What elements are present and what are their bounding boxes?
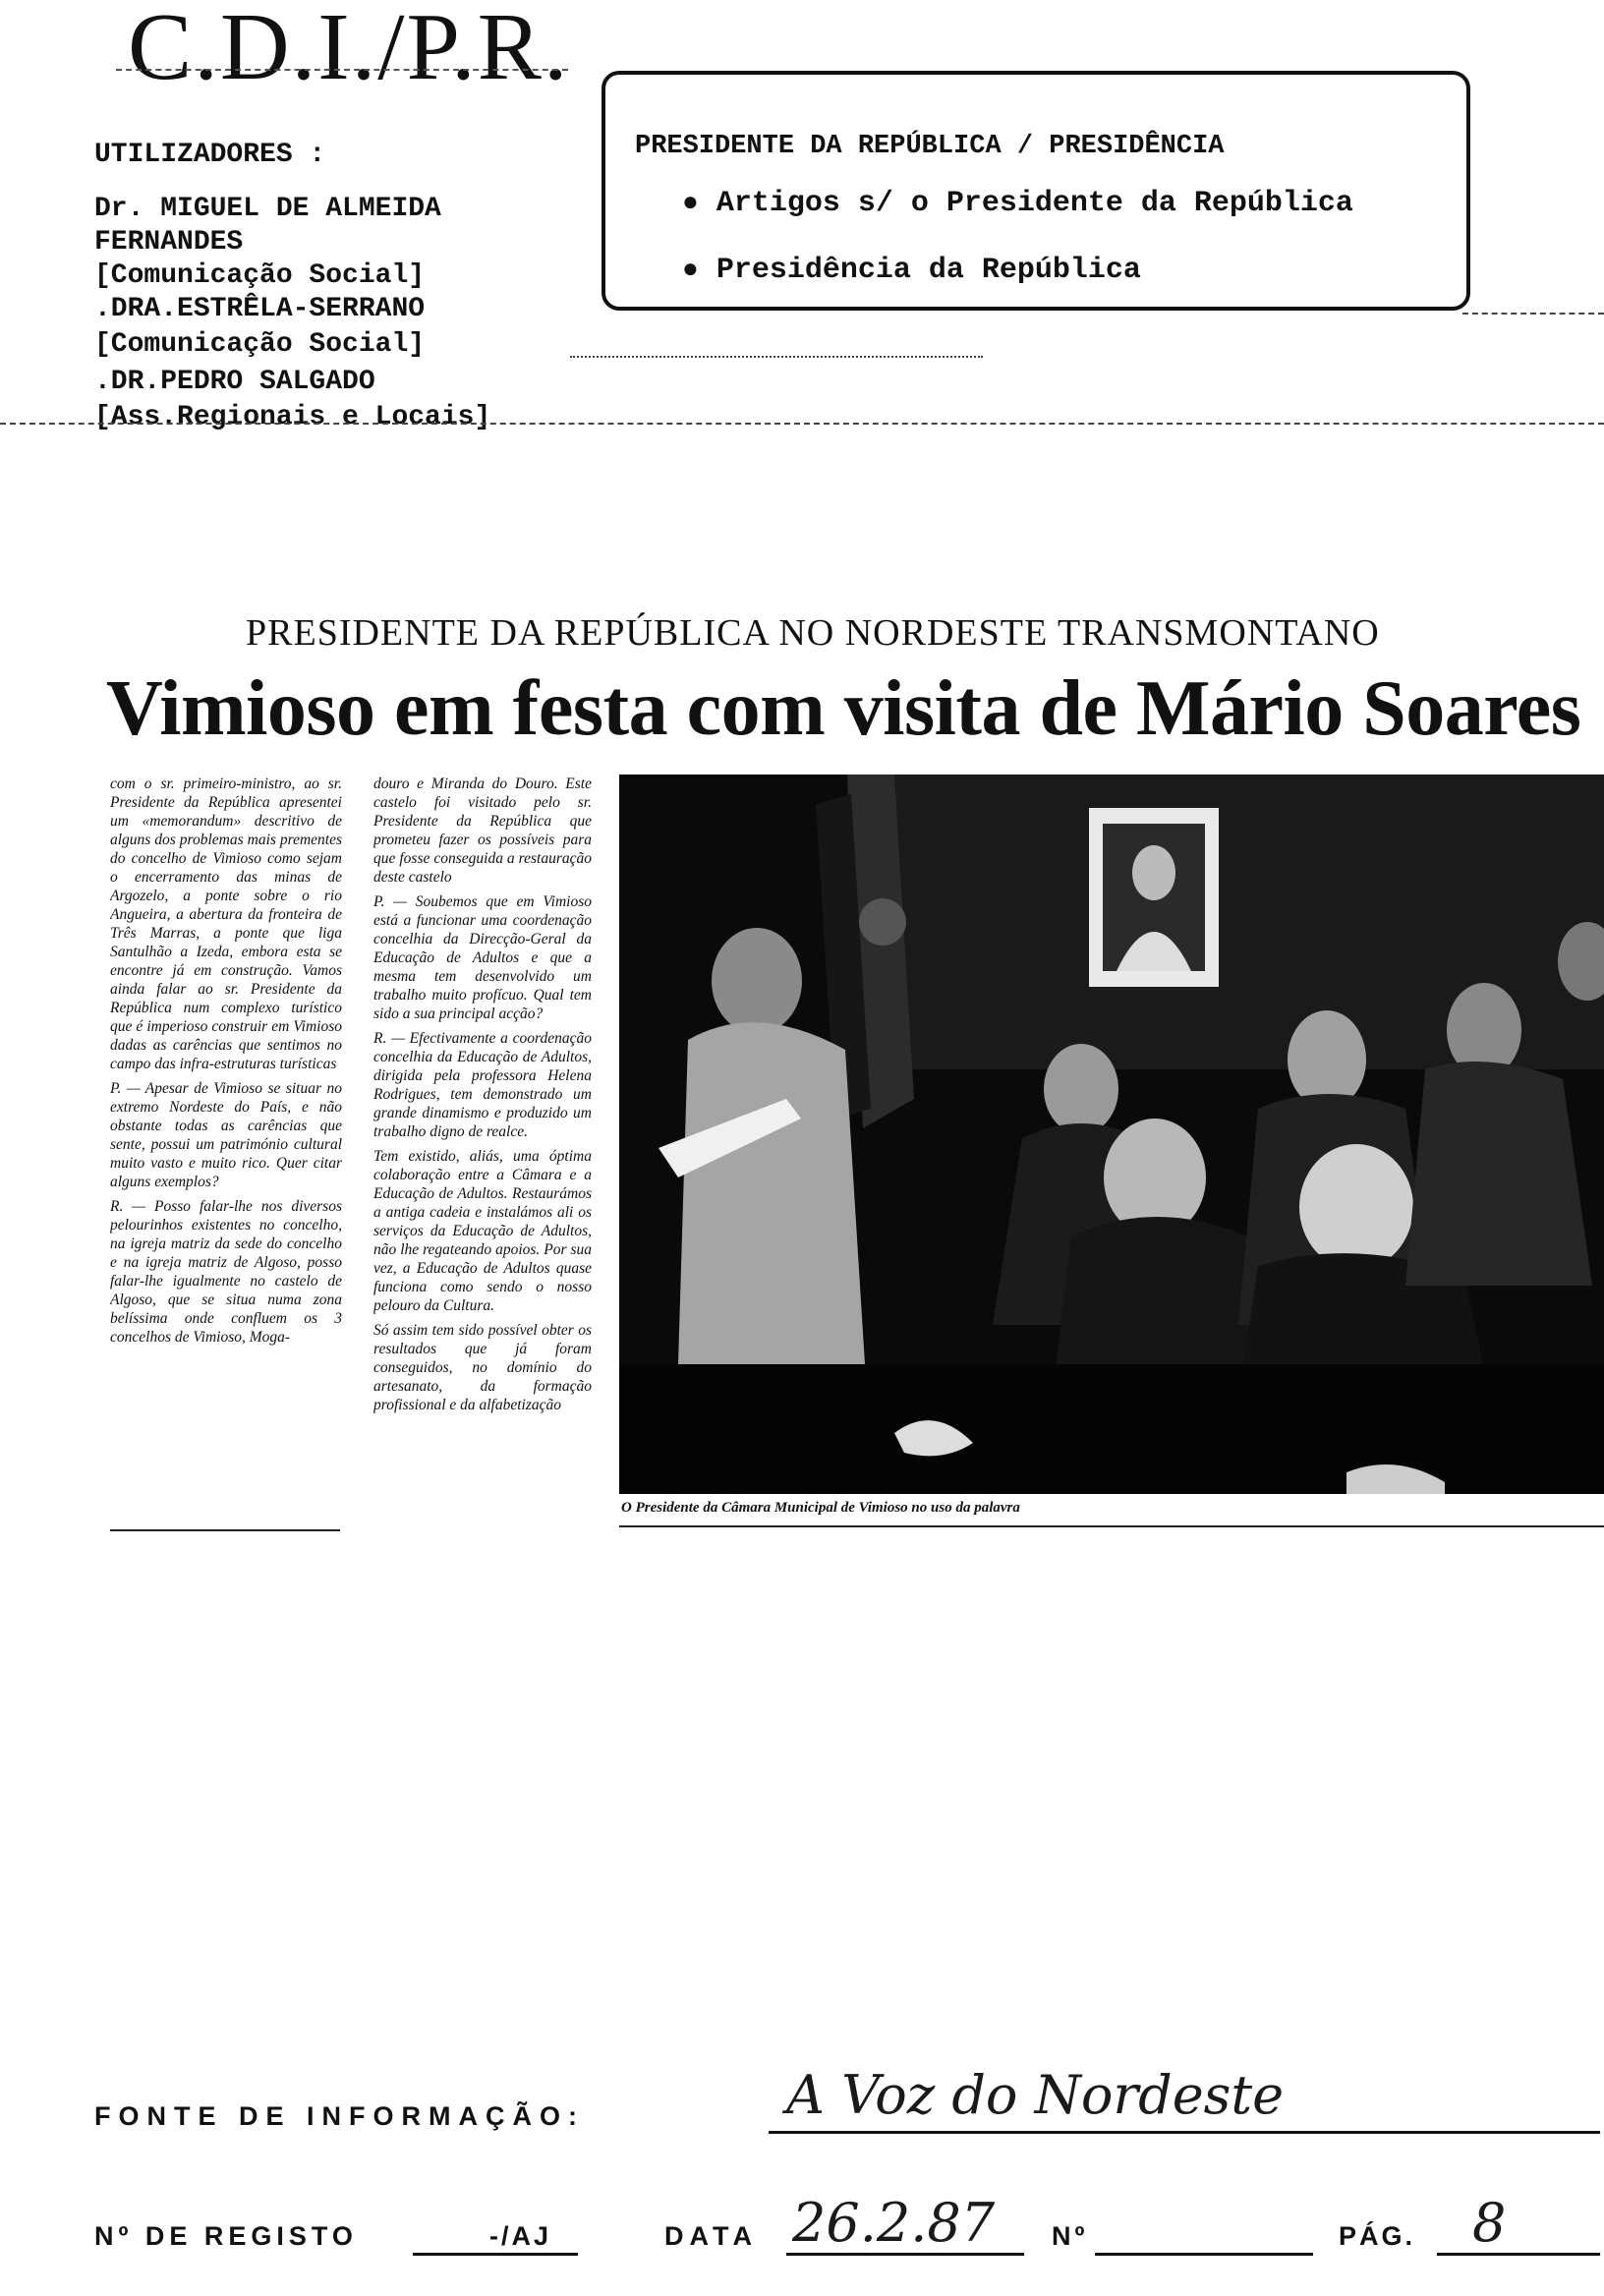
article-column-2 — [373, 775, 592, 1531]
article-photo — [619, 775, 1604, 1494]
paragraph: douro e Miranda do Douro. Este castelo foi visitado pelo sr. Presidente da República que prometeu fazer os possíveis para que fosse conseguida a restauração deste castelo — [373, 775, 592, 886]
registo-label: Nº DE REGISTO — [94, 2221, 358, 2251]
topic-item-label: Artigos s/ o Presidente da República — [716, 187, 1353, 220]
users-title: UTILIZADORES : — [94, 140, 326, 170]
fonte-value: A Voz do Nordeste — [786, 2064, 1285, 2126]
topic-item-label: Presidência da República — [716, 254, 1141, 287]
bullet-icon: ● — [682, 256, 699, 286]
article-kicker: PRESIDENTE DA REPÚBLICA NO NORDESTE TRANSMONTANO — [246, 612, 1380, 654]
header-divider — [0, 423, 1604, 425]
user-line: Dr. MIGUEL DE ALMEIDA — [94, 194, 441, 224]
pag-label: PÁG. — [1339, 2221, 1416, 2251]
photo-caption: O Presidente da Câmara Municipal de Vimioso no uso da palavra — [621, 1500, 1020, 1516]
user-line: .DR.PEDRO SALGADO — [94, 367, 375, 397]
fonte-line — [769, 2131, 1600, 2134]
fonte-label: FONTE DE INFORMAÇÃO: — [94, 2101, 585, 2131]
column-end-rule — [110, 1529, 340, 1531]
article-headline: Vimioso em festa com visita de Mário Soares — [106, 665, 1581, 752]
article-column-1 — [110, 775, 342, 1531]
topic-title: PRESIDENTE DA REPÚBLICA / PRESIDÊNCIA — [635, 132, 1225, 161]
cdi-logo: C.D.I./P.R. — [128, 0, 570, 100]
data-line — [786, 2253, 1024, 2256]
num-line — [1095, 2253, 1313, 2256]
paragraph: P. — Apesar de Vimioso se situar no extremo Nordeste do País, e não obstante todas as carências que sente, possui um património cultural muito vasto e muito rico. Quer citar alguns exemplos? — [110, 1080, 342, 1190]
header-divider-dots — [570, 356, 983, 358]
user-line: .DRA.ESTRÊLA-SERRANO — [94, 294, 426, 324]
pag-line — [1437, 2253, 1600, 2256]
paragraph: R. — Efectivamente a coordenação concelhia da Educação de Adultos, dirigida pela professora Helena Rodrigues, tem demonstrado um grande dinamismo e produzido um trabalho digno de realce. — [373, 1030, 592, 1140]
box-rule — [1462, 313, 1604, 315]
topic-item — [682, 254, 1141, 287]
pag-value: 8 — [1472, 2192, 1507, 2254]
logo-underline — [116, 69, 568, 71]
user-line: [Comunicação Social] — [94, 329, 426, 360]
paragraph: R. — Posso falar-lhe nos diversos pelourinhos existentes no concelho, na igreja matriz da sede do concelho e na igreja matriz de Algoso, posso falar-lhe igualmente no castelo de Algoso, que se situa numa zona belíssima onde confluem os 3 concelhos de Vimioso, Moga- — [110, 1198, 342, 1346]
paragraph: Só assim tem sido possível obter os resultados que já foram conseguidos, no domínio do artesanato, da formação profissional e da alfabetização — [373, 1322, 592, 1413]
user-line: FERNANDES — [94, 227, 244, 258]
num-label: Nº — [1052, 2221, 1089, 2251]
topic-item — [682, 187, 1353, 220]
bullet-icon: ● — [682, 189, 699, 219]
paragraph: P. — Soubemos que em Vimioso está a funcionar uma coordenação concelhia da Direcção-Geral da Educação de Adultos e que a mesma tem desenvolvido um trabalho muito profícuo. Qual tem sido a sua principal acção? — [373, 893, 592, 1022]
registo-value: -/AJ — [489, 2221, 552, 2251]
user-line: [Comunicação Social] — [94, 260, 426, 291]
caption-rule — [619, 1525, 1604, 1527]
paragraph: Tem existido, aliás, uma óptima colaboração entre a Câmara e a Educação de Adultos. Restaurámos a antiga cadeia e instalámos ali os serviços da Educação de Adultos, não lhe regateando apoios. Por sua vez, a Educação de Adultos quase funciona como sendo o nosso pelouro da Cultura. — [373, 1148, 592, 1314]
data-label: DATA — [664, 2221, 758, 2251]
registo-line — [413, 2253, 578, 2256]
data-value: 26.2.87 — [792, 2192, 996, 2254]
paragraph: com o sr. primeiro-ministro, ao sr. Presidente da República apresentei um «memorandum» descritivo de alguns dos problemas mais prementes do concelho de Vimioso como sejam o encerramento das minas de Argozelo, a ponte sobre o rio Angueira, a abertura da fronteira de Três Marras, a ponte que liga Santulhão a Izeda, embora esta se encontre já em construção. Vamos ainda falar ao sr. Presidente da República num complexo turístico que é imperioso construir em Vimioso dadas as carências que sentimos no campo das infra-estruturas turísticas — [110, 775, 342, 1072]
photo-graphic — [619, 775, 1604, 1494]
user-line: [Ass.Regionais e Locais] — [94, 402, 491, 432]
